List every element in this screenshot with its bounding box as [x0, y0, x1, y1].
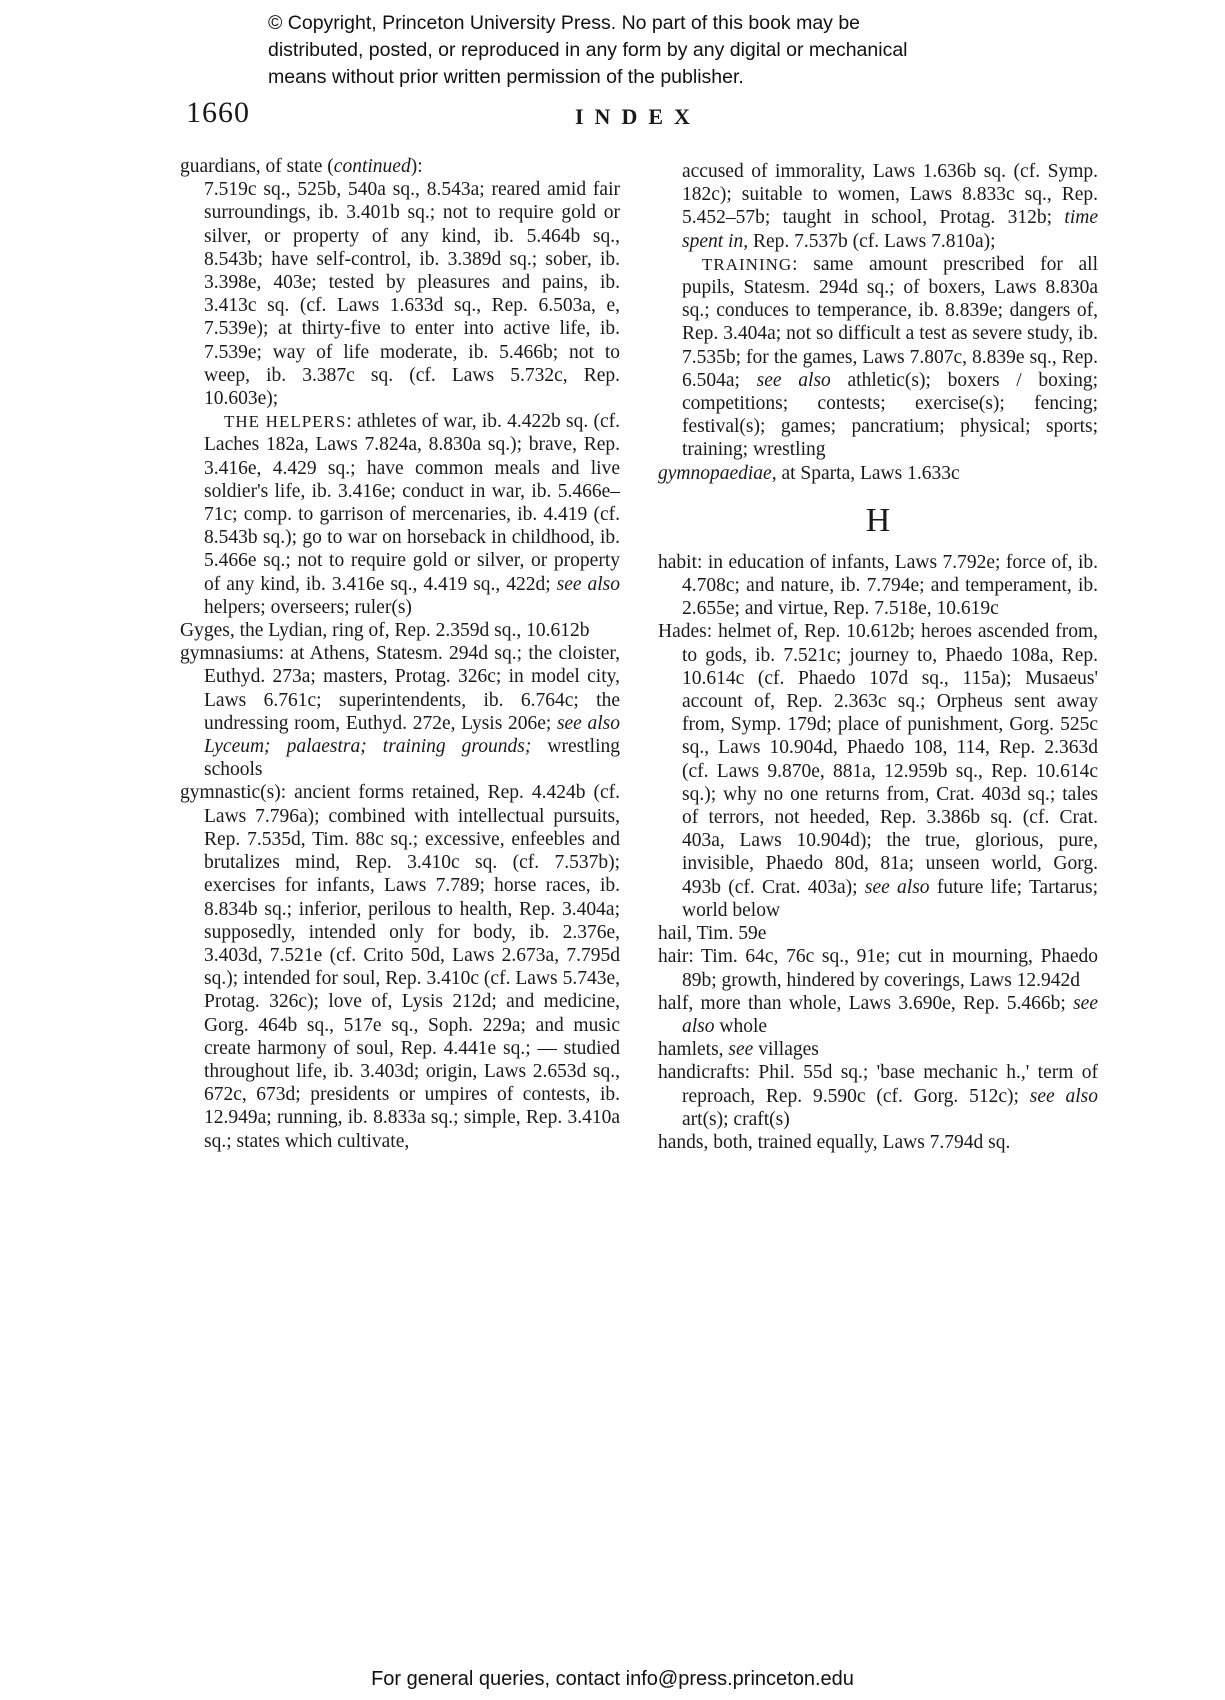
index-entry-half: half, more than whole, Laws 3.690e, Rep. 5.466b; see also whole: [658, 992, 1098, 1037]
footer-contact: For general queries, contact info@press.princeton.edu: [371, 1668, 854, 1690]
running-head: INDEX: [575, 104, 701, 129]
index-entry-hair: hair: Tim. 64c, 76c sq., 91e; cut in mourning, Phaedo 89b; growth, hindered by coverings, Laws 12.942d: [658, 946, 1098, 991]
index-entry-handicrafts: handicrafts: Phil. 55d sq.; 'base mechanic h.,' term of reproach, Rep. 9.590c (cf. Gorg. 512c); see also art(s); craft(s): [658, 1062, 1099, 1130]
copyright-line-1: © Copyright, Princeton University Press. No part of this book may be: [268, 12, 861, 34]
index-entry-guardians-body: 7.519c sq., 525b, 540a sq., 8.543a; reared amid fair surroundings, ib. 3.401b sq.; not to require gold or silver, or property of any kind, ib. 5.464b sq., 8.543b; have self-control, ib. 3.389d sq.; sober, ib. 3.398e, 403e; tested by pleasures and pains, ib. 3.413c sq. (cf. Laws 1.633d sq., Rep. 6.503a, e, 7.539e); at thirty-five to enter into active life, ib. 7.539e; way of life moderate, ib. 5.466b; not to weep, ib. 3.387c sq. (cf. Laws 5.732c, Rep. 10.603e);: [204, 179, 620, 410]
index-entry-guardians: guardians, of state (continued):: [180, 156, 423, 177]
page-number: 1660: [186, 96, 250, 129]
section-letter: H: [865, 501, 891, 539]
index-subentry-training: TRAINING: same amount prescribed for all pupils, Statesm. 294d sq.; of boxers, Laws 8.830a sq.; conduces to temperance, ib. 8.839e; dangers of, Rep. 3.404a; not so difficult a test as severe study, ib. 7.535b; for the games, Laws 7.807c, 8.839e sq., Rep. 6.504a; see also athletic(s); boxers / boxing; competitions; contests; exercise(s); fencing; festival(s); games; pancratium; physical; sports; training; wrestling: [682, 253, 1099, 461]
left-column: [180, 155, 620, 1153]
right-column: [658, 160, 1098, 1154]
copyright-line-3: means without prior written permission of the publisher.: [268, 66, 744, 88]
index-entry-gyges: Gyges, the Lydian, ring of, Rep. 2.359d sq., 10.612b: [180, 620, 590, 642]
index-entry-hail: hail, Tim. 59e: [658, 923, 767, 945]
index-entry-gymnastics-continued: accused of immorality, Laws 1.636b sq. (cf. Symp. 182c); suitable to women, Laws 8.833c sq., Rep. 5.452–57b; taught in school, Protag. 312b; time spent in, Rep. 7.537b (cf. Laws 7.810a);: [682, 161, 1098, 252]
index-entry-gymnopaediae: gymnopaediae, at Sparta, Laws 1.633c: [658, 462, 960, 484]
index-entry-habit: habit: in education of infants, Laws 7.792e; force of, ib. 4.708c; and nature, ib. 7.794e; and temperament, ib. 2.655e; and virtue, Rep. 7.518e, 10.619c: [658, 551, 1098, 620]
copyright-notice: [268, 10, 1068, 91]
index-subentry-helpers: THE HELPERS: athletes of war, ib. 4.422b sq. (cf. Laches 182a, Laws 7.824a, 8.830a sq.); brave, Rep. 3.416e, 4.429 sq.; have common meals and live soldier's life, ib. 3.416e; conduct in war, ib. 5.466e–71c; comp. to garrison of mercenaries, ib. 4.419 (cf. 8.543b sq.); go to war on horseback in childhood, ib. 5.466e sq.; not to require gold or silver, or property of any kind, ib. 3.416e sq., 4.419 sq., 422d; see also helpers; overseers; ruler(s): [204, 411, 621, 618]
index-entry-gymnastics: gymnastic(s): ancient forms retained, Rep. 4.424b (cf. Laws 7.796a); combined with intellectual pursuits, Rep. 7.535d, Tim. 88c sq.; excessive, enfeebles and brutalizes mind, Rep. 3.410c sq. (cf. 7.537b); exercises for infants, Laws 7.789; horse races, ib. 8.834b sq.; inferior, perilous to health, Rep. 3.404a; supposedly, intended only for body, ib. 2.376e, 3.403d, 7.521e (cf. Crito 50d, Laws 2.673a, 7.795d sq.); intended for soul, Rep. 3.410c (cf. Laws 5.743e, Protag. 326c); love of, Lysis 212d; and medicine, Gorg. 464b sq., 517e sq., Soph. 229a; and music create harmony of soul, Rep. 4.441e sq.; — studied throughout life, ib. 3.403d; origin, Laws 2.653d sq., 672c, 673d; presidents or umpires of contests, ib. 12.949a; running, ib. 8.833a sq.; simple, Rep. 3.410a sq.; states which cultivate,: [180, 782, 620, 1152]
index-entry-hamlets: hamlets, see villages: [658, 1039, 819, 1061]
index-entry-hades: Hades: helmet of, Rep. 10.612b; heroes ascended from, to gods, ib. 7.521c; journey to, Phaedo 108a, Rep. 10.614c (cf. Phaedo 107d sq., 115a); Musaeus' account of, Rep. 2.363c sq.; Orpheus sent away from, Symp. 179d; place of punishment, Gorg. 525c sq., Laws 10.904d, Phaedo 108, 114, Rep. 2.363d (cf. Laws 9.870e, 881a, 12.959b sq., Rep. 10.614c sq.); why no one returns from, Crat. 403d sq.; tales of terrors, not heeded, Rep. 3.386b sq. (cf. Crat. 403a, Laws 10.904d); the true, glorious, pure, invisible, Phaedo 80d, 81a; unseen world, Gorg. 493b (cf. Crat. 403a); see also future life; Tartarus; world below: [658, 621, 1099, 921]
index-entry-gymnasiums: gymnasiums: at Athens, Statesm. 294d sq.; the cloister, Euthyd. 273a; masters, Protag. 326c; in model city, Laws 6.761c; superintendents, ib. 6.764c; the undressing room, Euthyd. 272e, Lysis 206e; see also Lyceum; palaestra; training grounds; wrestling schools: [180, 643, 620, 781]
index-entry-hands: hands, both, trained equally, Laws 7.794d sq.: [658, 1131, 1011, 1153]
copyright-line-2: distributed, posted, or reproduced in any form by any digital or mechanical: [268, 39, 908, 61]
